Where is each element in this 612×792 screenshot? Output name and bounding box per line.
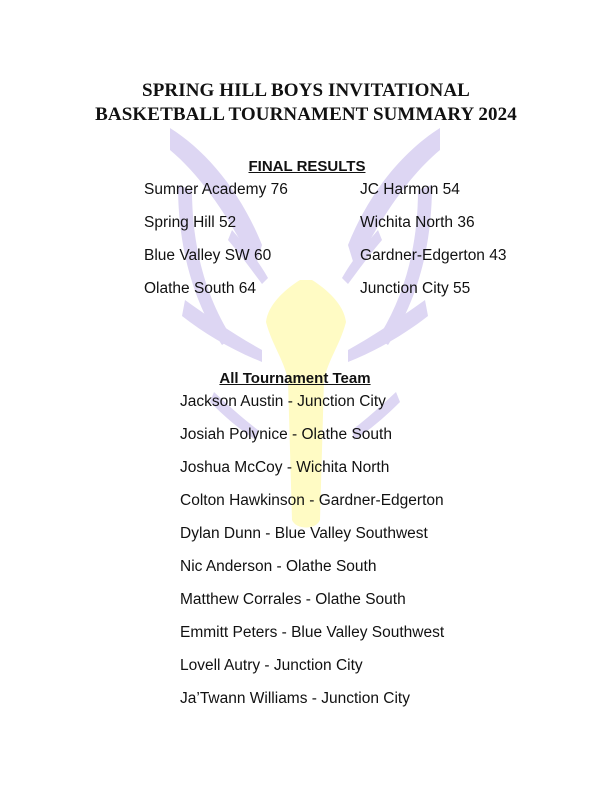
team-player: Jackson Austin - Junction City [180,393,386,410]
document-title-line-1: SPRING HILL BOYS INVITATIONAL [142,80,470,101]
result-winner: Blue Valley SW 60 [144,247,272,264]
team-player: Nic Anderson - Olathe South [180,558,377,575]
result-row [0,181,612,205]
final-results-heading: FINAL RESULTS [248,158,366,175]
team-player: Dylan Dunn - Blue Valley Southwest [180,525,428,542]
result-winner: Spring Hill 52 [144,214,237,231]
result-loser: Junction City 55 [360,280,471,297]
team-player: Colton Hawkinson - Gardner-Edgerton [180,492,444,509]
result-row [0,214,612,238]
team-player: Lovell Autry - Junction City [180,657,363,674]
result-loser: Wichita North 36 [360,214,475,231]
result-winner: Sumner Academy 76 [144,181,288,198]
result-row [0,247,612,271]
result-loser: Gardner-Edgerton 43 [360,247,507,264]
result-winner: Olathe South 64 [144,280,257,297]
all-tournament-team-heading: All Tournament Team [219,370,371,387]
watermark-left-cheek [182,300,262,362]
watermark-right-cheek [348,300,428,362]
result-row [0,280,612,304]
team-player: Josiah Polynice - Olathe South [180,426,392,443]
document-title-line-2: BASKETBALL TOURNAMENT SUMMARY 2024 [95,104,517,125]
team-player: Joshua McCoy - Wichita North [180,459,390,476]
team-player: Emmitt Peters - Blue Valley Southwest [180,624,445,641]
result-loser: JC Harmon 54 [360,181,460,198]
team-player: Ja’Twann Williams - Junction City [180,690,410,707]
team-player: Matthew Corrales - Olathe South [180,591,406,608]
